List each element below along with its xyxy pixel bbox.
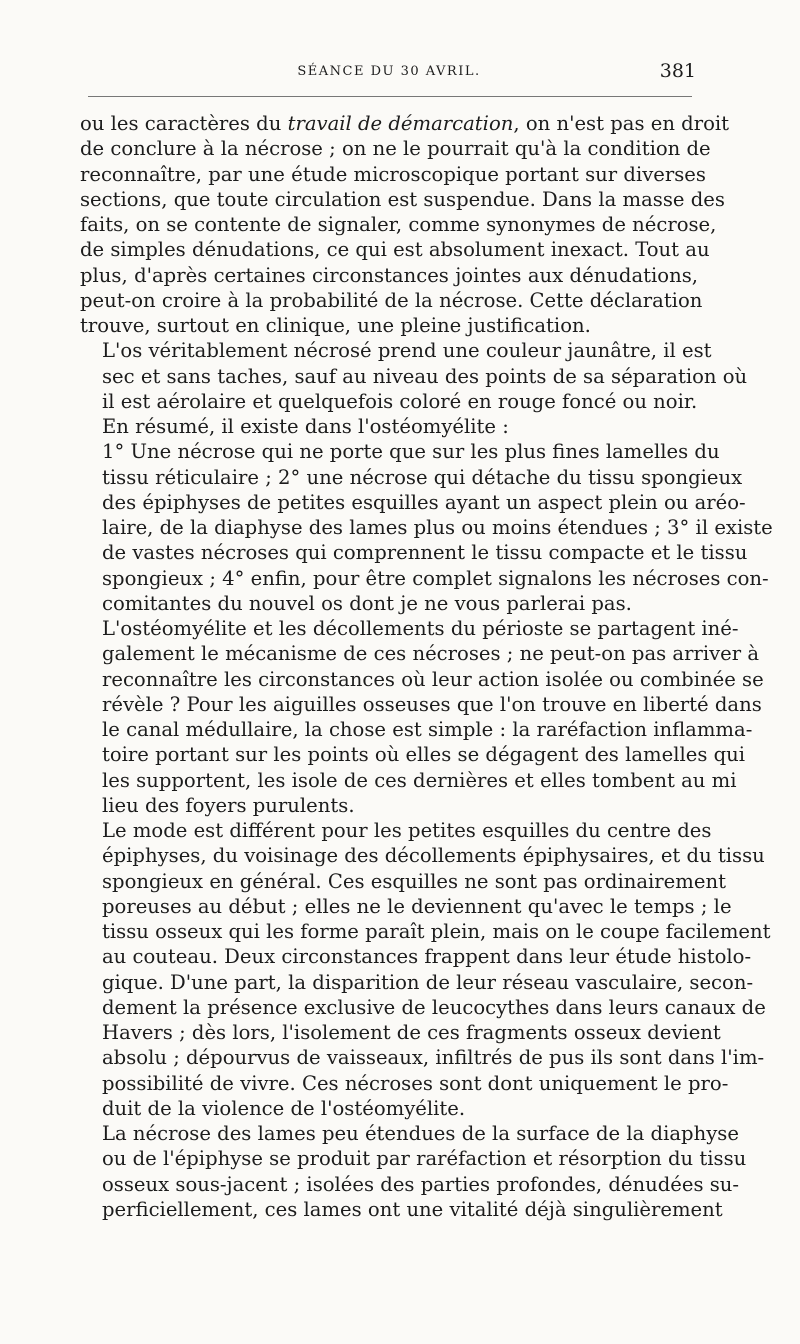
text-segment: tissu osseux qui les forme paraît plein, mais on le coupe facilement — [102, 920, 771, 943]
text-line — [80, 1020, 721, 1045]
page-header — [80, 60, 698, 90]
text-segment: gique. D'une part, la disparition de leur réseau vasculaire, secon- — [102, 970, 754, 994]
text-line — [80, 1096, 698, 1121]
paragraph — [80, 818, 771, 1121]
text-segment: La nécrose des lames peu étendues de la surface de la diaphyse — [102, 1122, 739, 1145]
text-segment: ou les caractères du — [80, 112, 288, 135]
text-segment: toire portant sur les points où elles se dégagent des lamelles qui — [102, 743, 746, 767]
header-rule — [88, 96, 692, 97]
text-segment: des épiphyses de petites esquilles ayant un aspect plein ou aréo- — [102, 490, 746, 514]
text-line — [80, 667, 764, 692]
text-segment: L'ostéomyélite et les décollements du périoste se partagent iné- — [102, 617, 739, 640]
text-line — [80, 591, 698, 616]
text-line — [80, 995, 766, 1020]
text-segment: L'os véritablement nécrosé prend une couleur jaunâtre, il est — [102, 339, 712, 363]
text-segment: perficiellement, ces lames ont une vitalité déjà singulièrement — [102, 1197, 723, 1221]
text-line — [80, 869, 726, 894]
text-segment: trouve, surtout en clinique, une pleine justification. — [80, 314, 591, 337]
running-title: SÉANCE DU 30 AVRIL. — [297, 64, 481, 79]
text-line — [80, 1045, 765, 1070]
text-segment: reconnaître, par une étude microscopique portant sur diverses — [80, 162, 706, 186]
text-line — [80, 540, 748, 565]
text-segment: duit de la violence de l'ostéomyélite. — [102, 1096, 466, 1120]
text-segment: 1° Une nécrose qui ne porte que sur les plus fines lamelles du — [102, 440, 720, 464]
text-line — [80, 237, 710, 262]
text-segment: ou de l'épiphyse se produit par raréfaction et résorption du tissu — [102, 1147, 747, 1171]
text-segment: de vastes nécroses qui comprennent le tissu compacte et le tissu — [102, 541, 748, 565]
text-line — [80, 692, 762, 717]
paragraph — [80, 1121, 747, 1222]
text-line — [80, 136, 711, 161]
text-segment: Havers ; dès lors, l'isolement de ces fragments osseux devient — [102, 1021, 721, 1044]
text-line — [80, 212, 717, 237]
text-line — [80, 515, 773, 540]
text-line — [80, 1172, 740, 1197]
text-line — [80, 1197, 723, 1222]
text-line — [80, 187, 725, 212]
text-segment: , on n'est pas en droit — [513, 112, 730, 135]
text-segment: les supportent, les isole de ces dernières et elles tombent au mi — [102, 768, 737, 792]
text-line — [80, 414, 698, 439]
text-segment: révèle ? Pour les aiguilles osseuses que l'on trouve en liberté dans — [102, 692, 762, 716]
text-line — [80, 490, 746, 515]
text-line — [80, 439, 720, 464]
text-segment: En résumé, il existe dans l'ostéomyélite : — [102, 415, 509, 438]
text-line — [80, 616, 739, 641]
text-segment: sections, que toute circulation est suspendue. Dans la masse des — [80, 187, 725, 211]
text-segment: comitantes du nouvel os dont je ne vous parlerai pas. — [102, 591, 632, 615]
text-line — [80, 1146, 747, 1171]
text-segment: sec et sans taches, sauf au niveau des points de sa séparation où — [102, 364, 748, 388]
text-segment: lieu des foyers purulents. — [102, 793, 355, 817]
text-line — [80, 338, 712, 363]
text-line — [80, 364, 748, 389]
text-segment: au couteau. Deux circonstances frappent dans leur étude histolo- — [102, 945, 752, 969]
text-line — [80, 717, 753, 742]
text-line — [80, 1121, 739, 1146]
body-text — [80, 111, 773, 1222]
text-segment: le canal médullaire, la chose est simple : la raréfaction inflamma- — [102, 718, 753, 741]
text-segment: reconnaître les circonstances où leur action isolée ou combinée se — [102, 667, 764, 691]
text-line — [80, 566, 769, 591]
paragraph — [80, 616, 764, 818]
text-line — [80, 894, 732, 919]
text-segment: de simples dénudations, ce qui est absolument inexact. Tout au — [80, 238, 710, 262]
text-segment: spongieux en général. Ces esquilles ne sont pas ordinairement — [102, 869, 726, 893]
text-line — [80, 313, 698, 338]
text-line — [80, 162, 706, 187]
text-segment: poreuses au début ; elles ne le deviennent qu'avec le temps ; le — [102, 894, 732, 918]
text-line — [80, 818, 712, 843]
text-segment: il est aérolaire et quelquefois coloré en rouge foncé ou noir. — [102, 389, 698, 413]
text-segment: laire, de la diaphyse des lames plus ou moins étendues ; 3° il existe — [102, 516, 773, 539]
text-line — [80, 919, 771, 944]
text-line — [80, 843, 765, 868]
text-segment: tissu réticulaire ; 2° une nécrose qui détache du tissu spongieux — [102, 465, 743, 489]
text-line — [80, 944, 752, 969]
text-line — [80, 111, 730, 136]
text-line — [80, 263, 698, 288]
text-segment: de conclure à la nécrose ; on ne le pourrait qu'à la condition de — [80, 137, 711, 161]
text-line — [80, 768, 737, 793]
text-segment: spongieux ; 4° enfin, pour être complet signalons les nécroses con- — [102, 566, 769, 590]
text-line — [80, 1071, 729, 1096]
text-segment: osseux sous-jacent ; isolées des parties profondes, dénudées su- — [102, 1172, 740, 1196]
text-line — [80, 970, 754, 995]
italic-phrase: travail de démarcation — [287, 112, 514, 135]
text-segment: galement le mécanisme de ces nécroses ; ne peut-on pas arriver à — [102, 642, 760, 666]
text-line — [80, 793, 698, 818]
text-segment: Le mode est différent pour les petites esquilles du centre des — [102, 819, 712, 842]
text-line — [80, 742, 746, 767]
page-number: 381 — [659, 60, 696, 82]
text-segment: dement la présence exclusive de leucocythes dans leurs canaux de — [102, 995, 766, 1019]
text-segment: plus, d'après certaines circonstances jointes aux dénudations, — [80, 263, 698, 287]
text-segment: absolu ; dépourvus de vaisseaux, infiltrés de pus ils sont dans l'im- — [102, 1046, 765, 1070]
text-segment: épiphyses, du voisinage des décollements épiphysaires, et du tissu — [102, 844, 765, 868]
paragraph — [80, 439, 773, 616]
paragraph — [80, 111, 730, 338]
text-line — [80, 465, 743, 490]
text-segment: peut-on croire à la probabilité de la nécrose. Cette déclaration — [80, 288, 703, 312]
text-line — [80, 389, 698, 414]
paragraph — [80, 338, 748, 414]
text-segment: faits, on se contente de signaler, comme synonymes de nécrose, — [80, 213, 717, 236]
paragraph — [80, 414, 698, 439]
text-segment: possibilité de vivre. Ces nécroses sont dont uniquement le pro- — [102, 1071, 729, 1095]
text-line — [80, 288, 703, 313]
text-line — [80, 641, 760, 666]
